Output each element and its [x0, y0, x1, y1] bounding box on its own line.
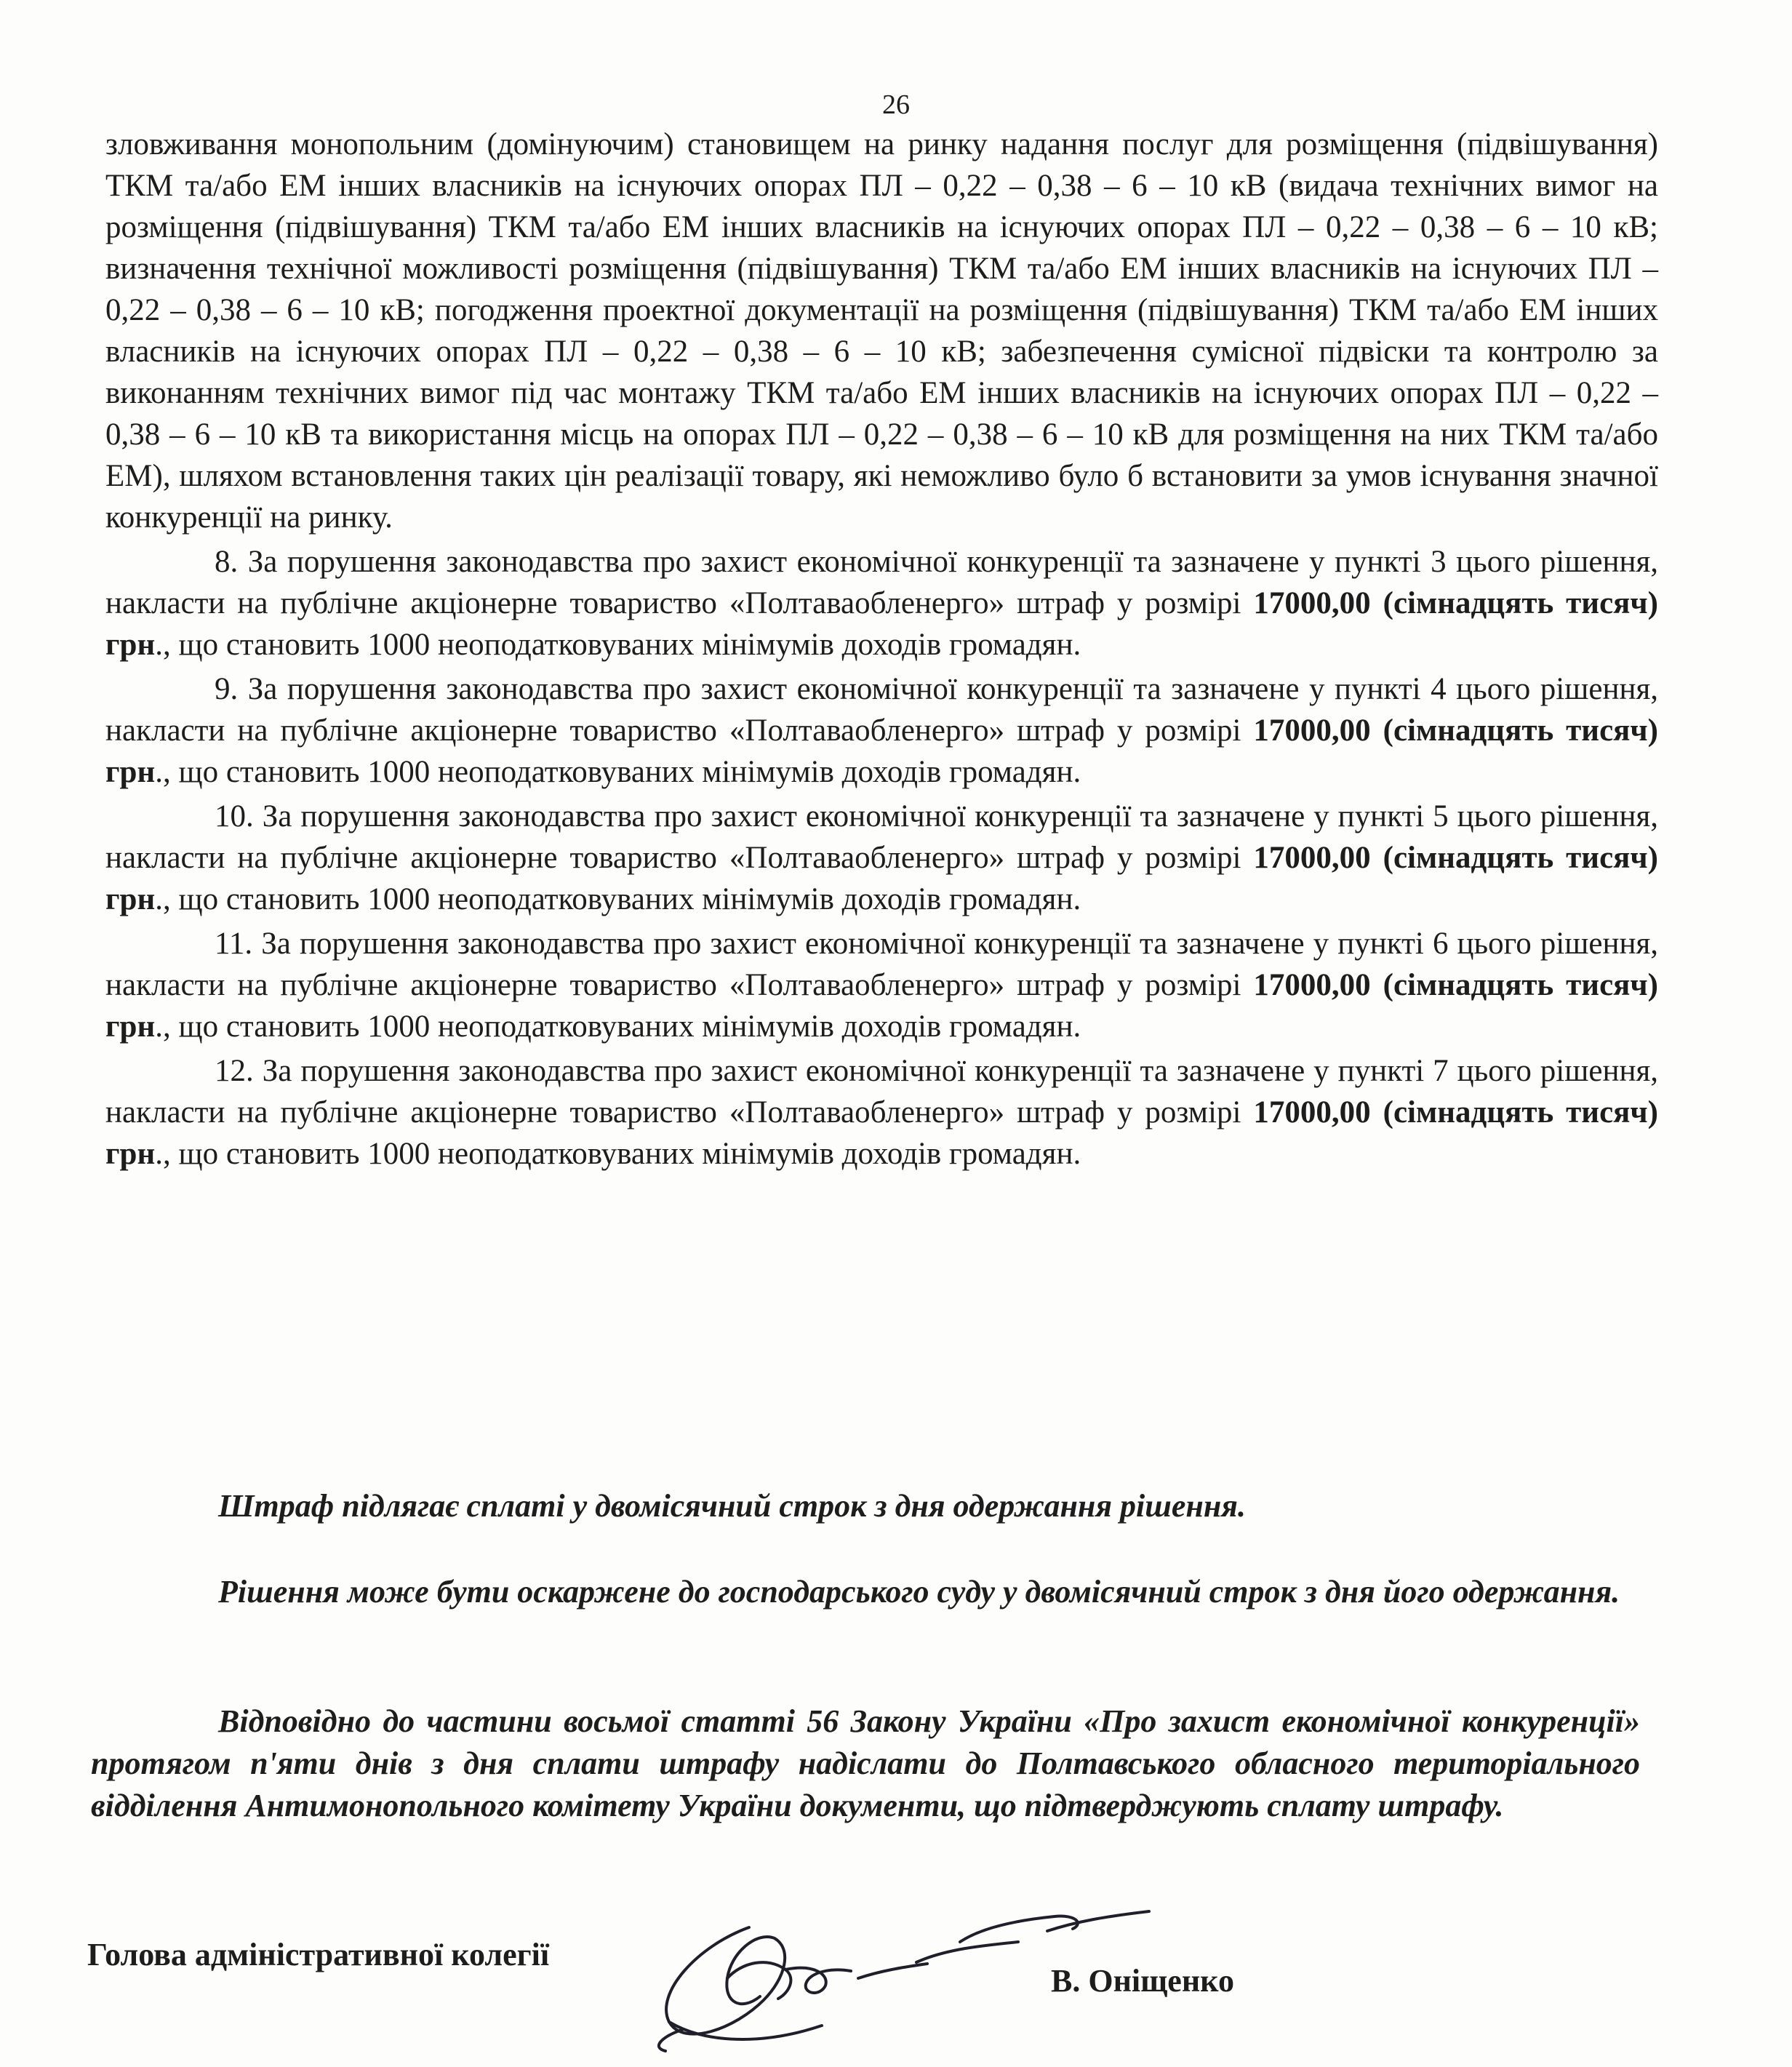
- signature-block: [0, 1876, 1792, 2067]
- paragraph-tail: ., що становить 1000 неоподатковуваних мінімумів доходів громадян.: [155, 628, 1081, 662]
- paragraph-continuation: [105, 124, 1658, 538]
- signer-name: В. Оніщенко: [1051, 1963, 1234, 1999]
- paragraph-tail: ., що становить 1000 неоподатковуваних мінімумів доходів громадян.: [155, 882, 1081, 916]
- closing-proof-of-payment: Відповідно до частини восьмої статті 56 Закону України «Про захист економічної конкуренції» протягом п'яти днів з дня сплати штрафу надіслати до Полтавського обласного територіального відділення Антимонопольного комітету України документи, що підтверджують сплату штрафу.: [91, 1703, 1640, 1823]
- closing-appeal-notice: Рішення може бути оскаржене до господарського суду у двомісячний строк з дня його одержання.: [218, 1574, 1620, 1610]
- fine-amount: 17000,00 (сімнадцять тисяч) грн: [105, 586, 1658, 662]
- paragraph-text: 10. За порушення законодавства про захист економічної конкуренції та зазначене у пункті 5 цього рішення, накласти на публічне акціонерне товариство «Полтаваобленерго» штраф у розмірі: [105, 799, 1658, 875]
- page-number: 26: [882, 89, 910, 120]
- decision-body: [105, 124, 1658, 1175]
- fine-amount: 17000,00 (сімнадцять тисяч) грн: [105, 713, 1658, 789]
- paragraph-tail: ., що становить 1000 неоподатковуваних мінімумів доходів громадян.: [155, 1009, 1081, 1044]
- fine-amount: 17000,00 (сімнадцять тисяч) грн: [105, 1095, 1658, 1171]
- paragraph-item-10: [105, 796, 1658, 920]
- paragraph-item-12: [105, 1050, 1658, 1175]
- fine-amount: 17000,00 (сімнадцять тисяч) грн: [105, 841, 1658, 916]
- fine-amount: 17000,00 (сімнадцять тисяч) грн: [105, 968, 1658, 1044]
- paragraph-item-8: [105, 541, 1658, 665]
- signer-title: Голова адміністративної колегії: [87, 1937, 550, 1972]
- paragraph-text: 12. За порушення законодавства про захист економічної конкуренції та зазначене у пункті 7 цього рішення, накласти на публічне акціонерне товариство «Полтаваобленерго» штраф у розмірі: [105, 1054, 1658, 1130]
- closing-payment-deadline: Штраф підлягає сплаті у двомісячний строк з дня одержання рішення.: [218, 1488, 1246, 1524]
- paragraph-text: 8. За порушення законодавства про захист економічної конкуренції та зазначене у пункті 3 цього рішення, накласти на публічне акціонерне товариство «Полтаваобленерго» штраф у розмірі: [105, 545, 1658, 620]
- paragraph-text: зловживання монопольним (домінуючим) становищем на ринку надання послуг для розміщення (підвішування) ТКМ та/або ЕМ інших власників на існуючих опорах ПЛ – 0,22 – 0,38 – 6 – 10 кВ (видача технічних вимог на розміщення (підвішування) ТКМ та/або ЕМ інших власників на існуючих опорах ПЛ – 0,22 – 0,38 – 6 – 10 кВ; визначення технічної можливості розміщення (підвішування) ТКМ та/або ЕМ інших власників на існуючих ПЛ – 0,22 – 0,38 – 6 – 10 кВ; погодження проектної документації на розміщення (підвішування) ТКМ та/або ЕМ інших власників на існуючих опорах ПЛ – 0,22 – 0,38 – 6 – 10 кВ; забезпечення сумісної підвіски та контролю за виконанням технічних вимог під час монтажу ТКМ та/або ЕМ інших власників на існуючих опорах ПЛ – 0,22 – 0,38 – 6 – 10 кВ та використання місць на опорах ПЛ – 0,22 – 0,38 – 6 – 10 кВ для розміщення на них ТКМ та/або ЕМ), шляхом встановлення таких цін реалізації товару, які неможливо було б встановити за умов існування значної конкуренції на ринку.: [105, 127, 1658, 535]
- paragraph-item-9: [105, 668, 1658, 793]
- paragraph-item-11: [105, 923, 1658, 1047]
- paragraph-text: 9. За порушення законодавства про захист економічної конкуренції та зазначене у пункті 4 цього рішення, накласти на публічне акціонерне товариство «Полтаваобленерго» штраф у розмірі: [105, 672, 1658, 748]
- paragraph-tail: ., що становить 1000 неоподатковуваних мінімумів доходів громадян.: [155, 755, 1081, 789]
- paragraph-tail: ., що становить 1000 неоподатковуваних мінімумів доходів громадян.: [155, 1137, 1081, 1171]
- paragraph-text: 11. За порушення законодавства про захист економічної конкуренції та зазначене у пункті 6 цього рішення, накласти на публічне акціонерне товариство «Полтаваобленерго» штраф у розмірі: [105, 927, 1658, 1002]
